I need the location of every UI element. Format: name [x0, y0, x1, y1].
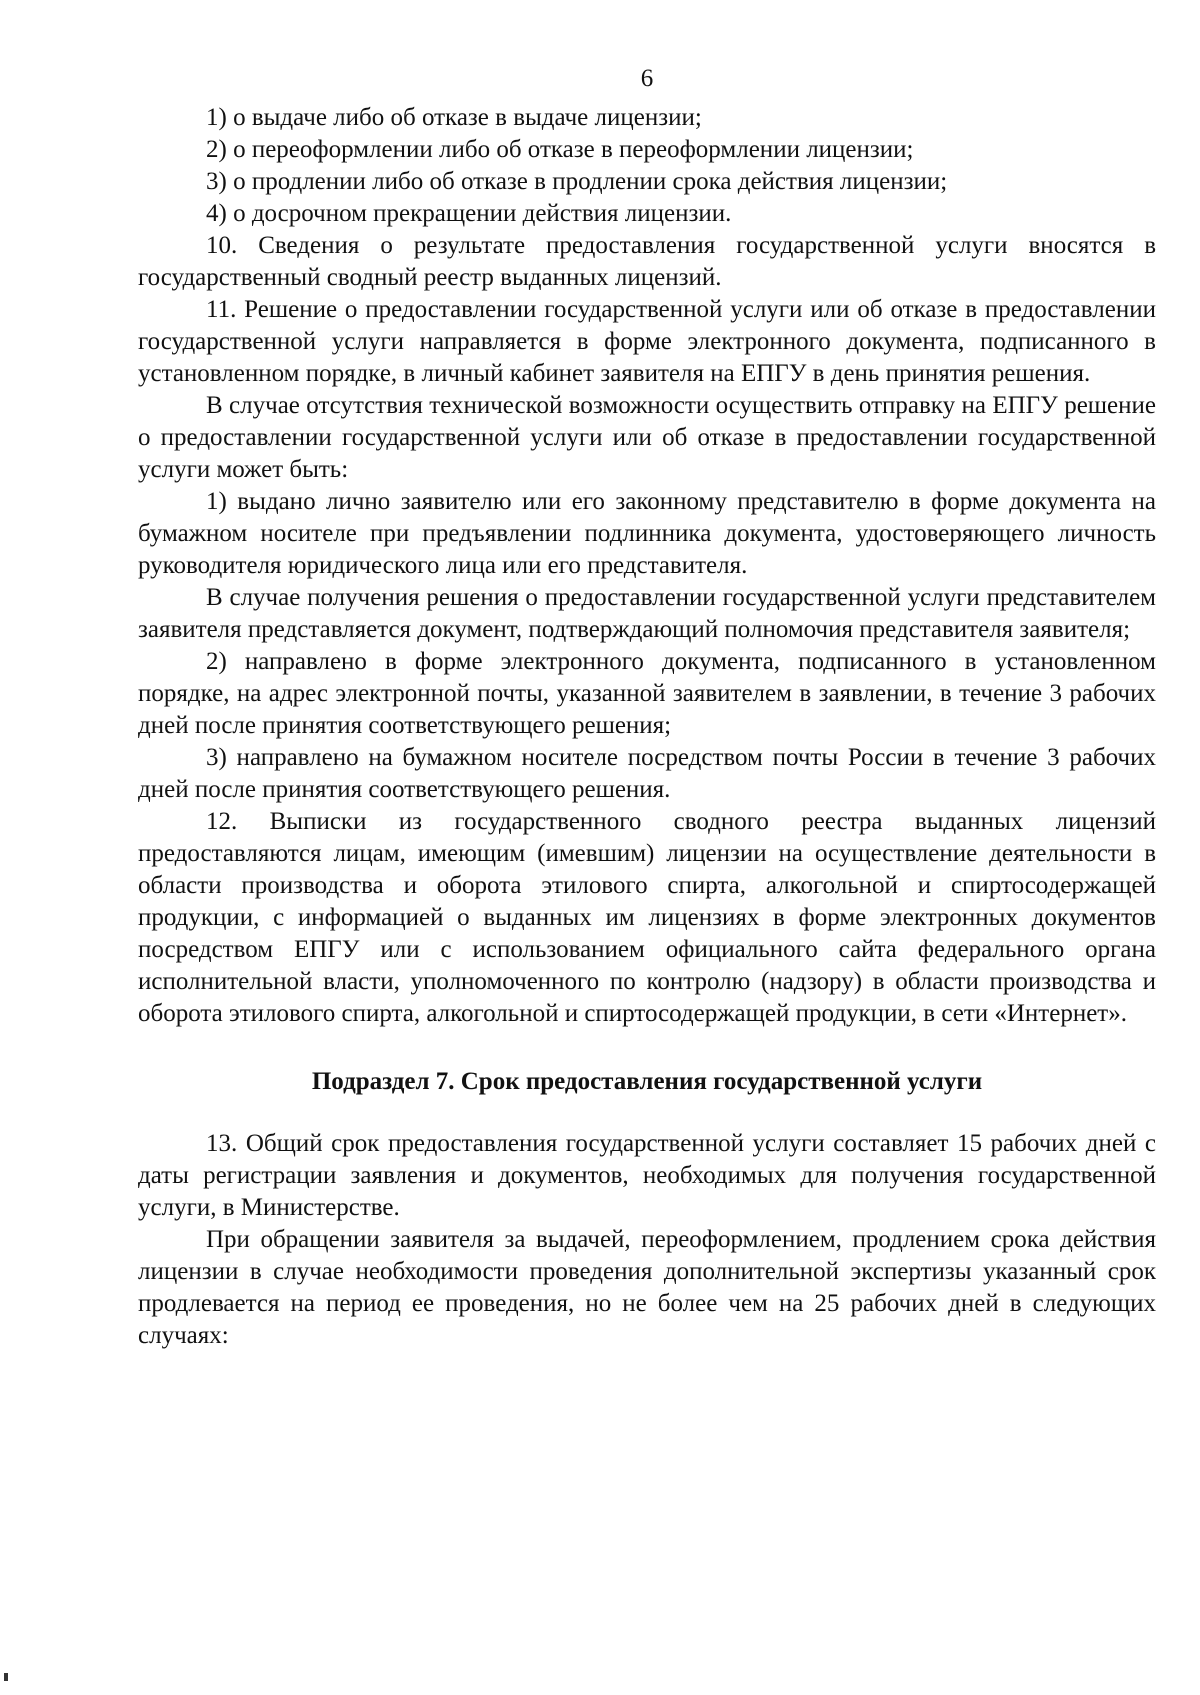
list-item-issued-personally: 1) выдано лично заявителю или его законному представителю в форме документа на бумажном носителе при предъявлении подлинника документа, удостоверяющего личность руководителя юридического лица или его представителя. — [138, 488, 1156, 579]
paragraph-representative: В случае получения решения о предоставлении государственной услуги представителем заявителя представляется документ, подтверждающий полномочия представителя заявителя; — [138, 584, 1156, 643]
paragraph-no-technical-possibility: В случае отсутствия технической возможности осуществить отправку на ЕПГУ решение о предоставлении государственной услуги или об отказе в предоставлении государственной услуги может быть: — [138, 392, 1156, 483]
list-item-sent-by-email: 2) направлено в форме электронного документа, подписанного в установленном порядке, на адрес электронной почты, указанной заявителем в заявлении, в течение 3 рабочих дней после принятия соответствующего решения; — [138, 648, 1156, 739]
paragraph-12: 12. Выписки из государственного сводного реестра выданных лицензий предоставляются лицам, имеющим (имевшим) лицензии на осуществление деятельности в области производства и оборота этилового спирта, алкогольной и спиртосодержащей продукции, с информацией о выданных им лицензиях в форме электронных документов посредством ЕПГУ или с использованием официального сайта федерального органа исполнительной власти, уполномоченного по контролю (надзору) в области производства и оборота этилового спирта, алкогольной и спиртосодержащей продукции, в сети «Интернет». — [138, 808, 1156, 1027]
list-item-decision-4: 4) о досрочном прекращении действия лицензии. — [206, 200, 732, 227]
list-item-decision-3: 3) о продлении либо об отказе в продлении срока действия лицензии; — [206, 168, 948, 195]
paragraph-10: 10. Сведения о результате предоставления государственной услуги вносятся в государственный сводный реестр выданных лицензий. — [138, 232, 1156, 291]
paragraph-13: 13. Общий срок предоставления государственной услуги составляет 15 рабочих дней с даты регистрации заявления и документов, необходимых для получения государственной услуги, в Министерстве. — [138, 1130, 1156, 1221]
paragraph-11: 11. Решение о предоставлении государственной услуги или об отказе в предоставлении государственной услуги направляется в форме электронного документа, подписанного в установленном порядке, в личный кабинет заявителя на ЕПГУ в день принятия решения. — [138, 296, 1156, 387]
list-item-decision-2: 2) о переоформлении либо об отказе в переоформлении лицензии; — [206, 136, 914, 163]
paragraph-term-extension: При обращении заявителя за выдачей, переоформлением, продлением срока действия лицензии в случае необходимости проведения дополнительной экспертизы указанный срок продлевается на период ее проведения, но не более чем на 25 рабочих дней в следующих случаях: — [138, 1226, 1156, 1349]
list-item-sent-by-post: 3) направлено на бумажном носителе посредством почты России в течение 3 рабочих дней после принятия соответствующего решения. — [138, 744, 1156, 803]
list-item-decision-1: 1) о выдаче либо об отказе в выдаче лицензии; — [206, 104, 702, 131]
page-number: 6 — [640, 65, 654, 92]
section-heading: Подраздел 7. Срок предоставления государственной услуги — [311, 1068, 983, 1095]
scan-artifact — [4, 1673, 8, 1681]
